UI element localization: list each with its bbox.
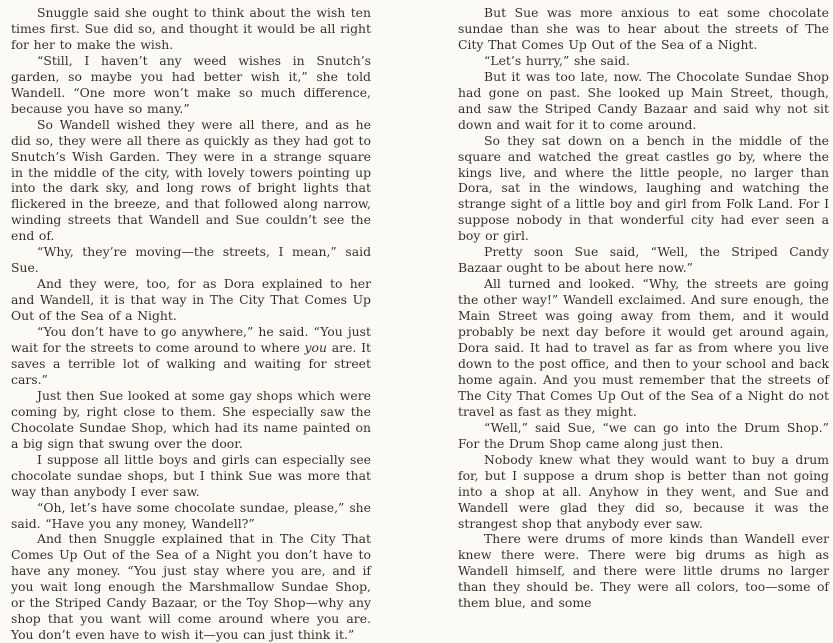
paragraph: Just then Sue looked at some gay shops which were coming by, right close to them. She especially saw the Chocolate Sundae Shop, which had its name painted on a big sign that swung over the door. xyxy=(11,387,371,451)
paragraph: “Why, they’re moving—the streets, I mean,” said Sue. xyxy=(11,244,371,276)
paragraph-text: are. It saves a terrible lot of walking and waiting for street cars.” xyxy=(11,340,371,387)
paragraph: “Let’s hurry,” she said. xyxy=(484,52,630,68)
paragraph xyxy=(11,324,371,388)
paragraph: And then Snuggle explained that in The City That Comes Up Out of the Sea of a Night you don’t have to have any money. “You just stay where you are, and if you wait long enough the Marshmallow Sundae Shop, or the Striped Candy Bazaar, or the Toy Shop—why any shop that you want will come around where you are. You don’t even have to wish it—you can just think it.” xyxy=(11,531,371,643)
emphasized-word: you xyxy=(304,340,327,356)
paragraph: Pretty soon Sue said, “Well, the Striped Candy Bazaar ought to be about here now.” xyxy=(458,244,829,276)
paragraph: “Oh, let’s have some chocolate sundae, please,” she said. “Have you any money, Wandell?” xyxy=(11,499,371,531)
paragraph: “Still, I haven’t any weed wishes in Snutch’s garden, so maybe you had better wish it,” she told Wandell. “One more won’t make so much difference, because you have so many.” xyxy=(11,52,371,116)
paragraph: But it was too late, now. The Chocolate Sundae Shop had gone on past. She looked up Main Street, though, and saw the Striped Candy Bazaar and said why not sit down and wait for it to come around. xyxy=(458,68,829,132)
paragraph: Nobody knew what they would want to buy a drum for, but I suppose a drum shop is better than not going into a shop at all. Anyhow in they went, and Sue and Wandell were glad they did so, because it was the strangest shop that anybody ever saw. xyxy=(458,451,829,531)
paragraph: There were drums of more kinds than Wandell ever knew there were. There were big drums as high as Wandell himself, and there were little drums no larger than they should be. They were all colors, too—some of them blue, and some xyxy=(458,531,829,611)
paragraph-text: “You don’t have to go anywhere,” he said. “You just wait for the streets to come around to where xyxy=(11,324,371,356)
right-column xyxy=(458,5,829,611)
paragraph: But Sue was more anxious to eat some chocolate sundae than she was to hear about the streets of The City That Comes Up Out of the Sea of a Night. xyxy=(458,5,829,52)
paragraph: “Well,” said Sue, “we can go into the Drum Shop.” For the Drum Shop came along just then. xyxy=(458,419,829,451)
paragraph: Snuggle said she ought to think about the wish ten times first. Sue did so, and thought it would be all right for her to make the wish. xyxy=(11,5,371,52)
paragraph: So they sat down on a bench in the middle of the square and watched the great castles go by, where the kings live, and where the little people, no larger than Dora, sat in the windows, laughing and watching the strange sight of a little boy and girl from Folk Land. For I suppose nobody in that wonderful city had ever seen a boy or girl. xyxy=(458,132,829,244)
left-column xyxy=(11,5,371,643)
paragraph: All turned and looked. “Why, the streets are going the other way!” Wandell exclaimed. And sure enough, the Main Street was going away from them, and it would probably be next day before it would get around again, Dora said. It had to travel as far as from where you live down to the post office, and then to your school and back home again. And you must remember that the streets of The City That Comes Up Out of the Sea of a Night do not travel as fast as they might. xyxy=(458,276,829,419)
paragraph: And they were, too, for as Dora explained to her and Wandell, it is that way in The City That Comes Up Out of the Sea of a Night. xyxy=(11,276,371,324)
paragraph: So Wandell wished they were all there, and as he did so, they were all there as quickly as they had got to Snutch’s Wish Garden. They were in a strange square in the middle of the city, with lovely towers pointing up into the dark sky, and long rows of bright lights that flickered in the breeze, and that followed along narrow, winding streets that Wandell and Sue couldn’t see the end of. xyxy=(11,116,371,244)
paragraph: I suppose all little boys and girls can especially see chocolate sundae shops, but I think Sue was more that way than anybody I ever saw. xyxy=(11,451,371,499)
